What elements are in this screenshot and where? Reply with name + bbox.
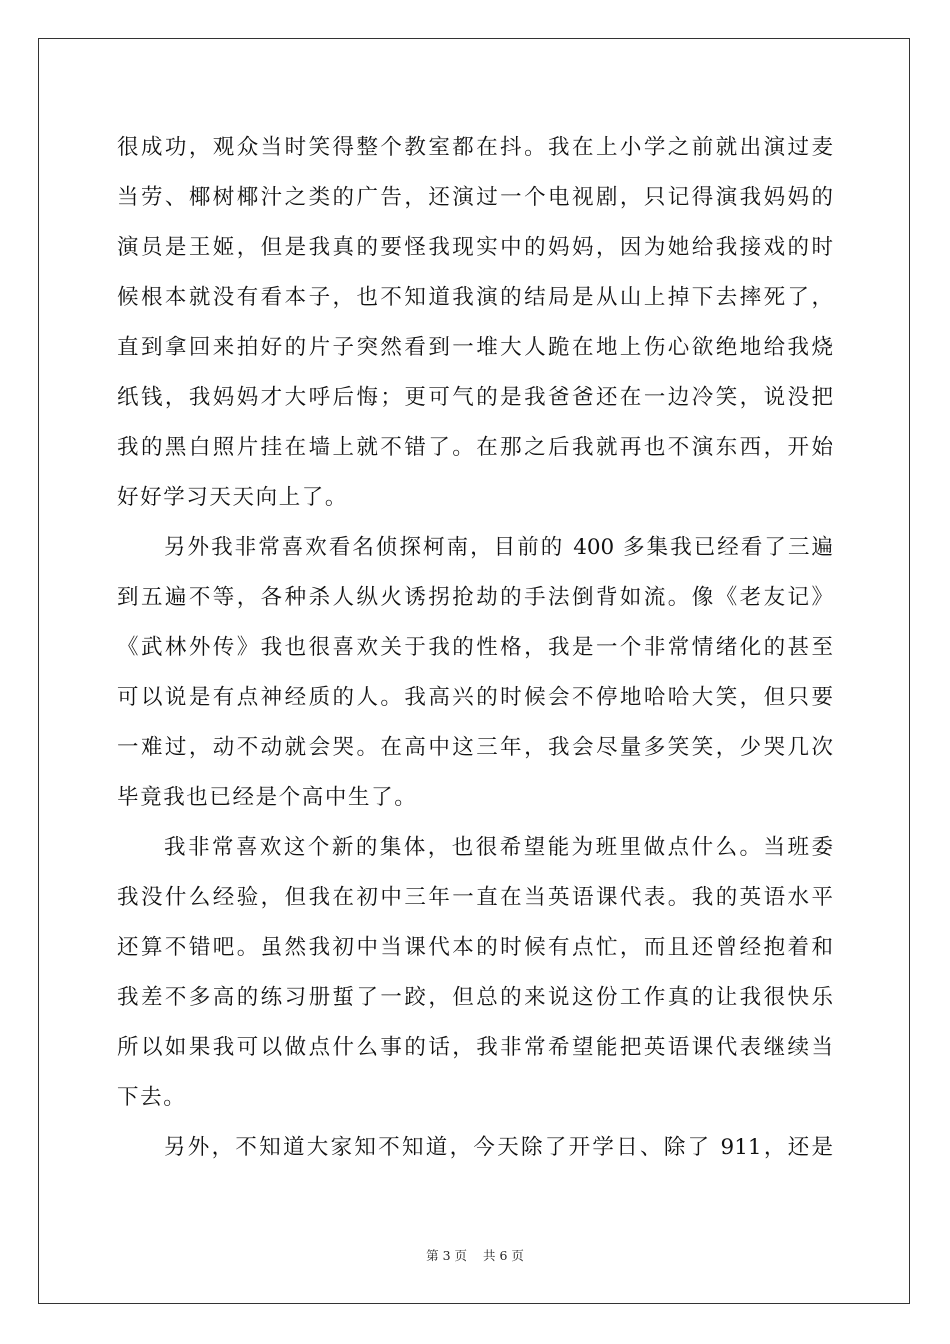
text-line: 直到拿回来拍好的片子突然看到一堆大人跪在地上伤心欲绝地给我烧 (117, 335, 833, 360)
text-line: 当劳、椰树椰汁之类的广告，还演过一个电视剧，只记得演我妈妈的 (117, 185, 833, 210)
text-line: 我非常喜欢这个新的集体，也很希望能为班里做点什么。当班委 (164, 835, 833, 860)
text-line: 纸钱，我妈妈才大呼后悔；更可气的是我爸爸还在一边冷笑，说没把 (117, 385, 833, 410)
text-line: 我的黑白照片挂在墙上就不错了。在那之后我就再也不演东西，开始 (117, 435, 833, 460)
text-line: 好好学习天天向上了。 (117, 485, 349, 510)
text-line: 所以如果我可以做点什么事的话，我非常希望能把英语课代表继续当 (117, 1035, 833, 1060)
text-line: 一难过，动不动就会哭。在高中这三年，我会尽量多笑笑，少哭几次 (117, 735, 833, 760)
text-line: 候根本就没有看本子，也不知道我演的结局是从山上掉下去摔死了， (117, 285, 833, 310)
text-line: 还算不错吧。虽然我初中当课代本的时候有点忙，而且还曾经抱着和 (117, 935, 833, 960)
text-line: 很成功，观众当时笑得整个教室都在抖。我在上小学之前就出演过麦 (117, 135, 833, 160)
text-line: 我差不多高的练习册蜇了一跤，但总的来说这份工作真的让我很快乐 (117, 985, 833, 1010)
page-footer (0, 1248, 950, 1264)
page-number: 第 3 页 (426, 1248, 467, 1263)
page-border (38, 38, 910, 1304)
text-line: 毕竟我也已经是个高中生了。 (117, 785, 418, 810)
text-line: 另外我非常喜欢看名侦探柯南，目前的 400 多集我已经看了三遍 (164, 535, 833, 560)
text-line: 《武林外传》我也很喜欢关于我的性格，我是一个非常情绪化的甚至 (117, 635, 833, 660)
text-line: 到五遍不等，各种杀人纵火诱拐抢劫的手法倒背如流。像《老友记》 (117, 585, 833, 610)
text-line: 演员是王姬，但是我真的要怪我现实中的妈妈，因为她给我接戏的时 (117, 235, 833, 260)
text-line: 我没什么经验，但我在初中三年一直在当英语课代表。我的英语水平 (117, 885, 833, 910)
page-total: 共 6 页 (483, 1248, 524, 1263)
text-line: 可以说是有点神经质的人。我高兴的时候会不停地哈哈大笑，但只要 (117, 685, 833, 710)
text-line: 下去。 (117, 1085, 187, 1110)
text-line: 另外，不知道大家知不知道，今天除了开学日、除了 911，还是 (164, 1135, 833, 1160)
